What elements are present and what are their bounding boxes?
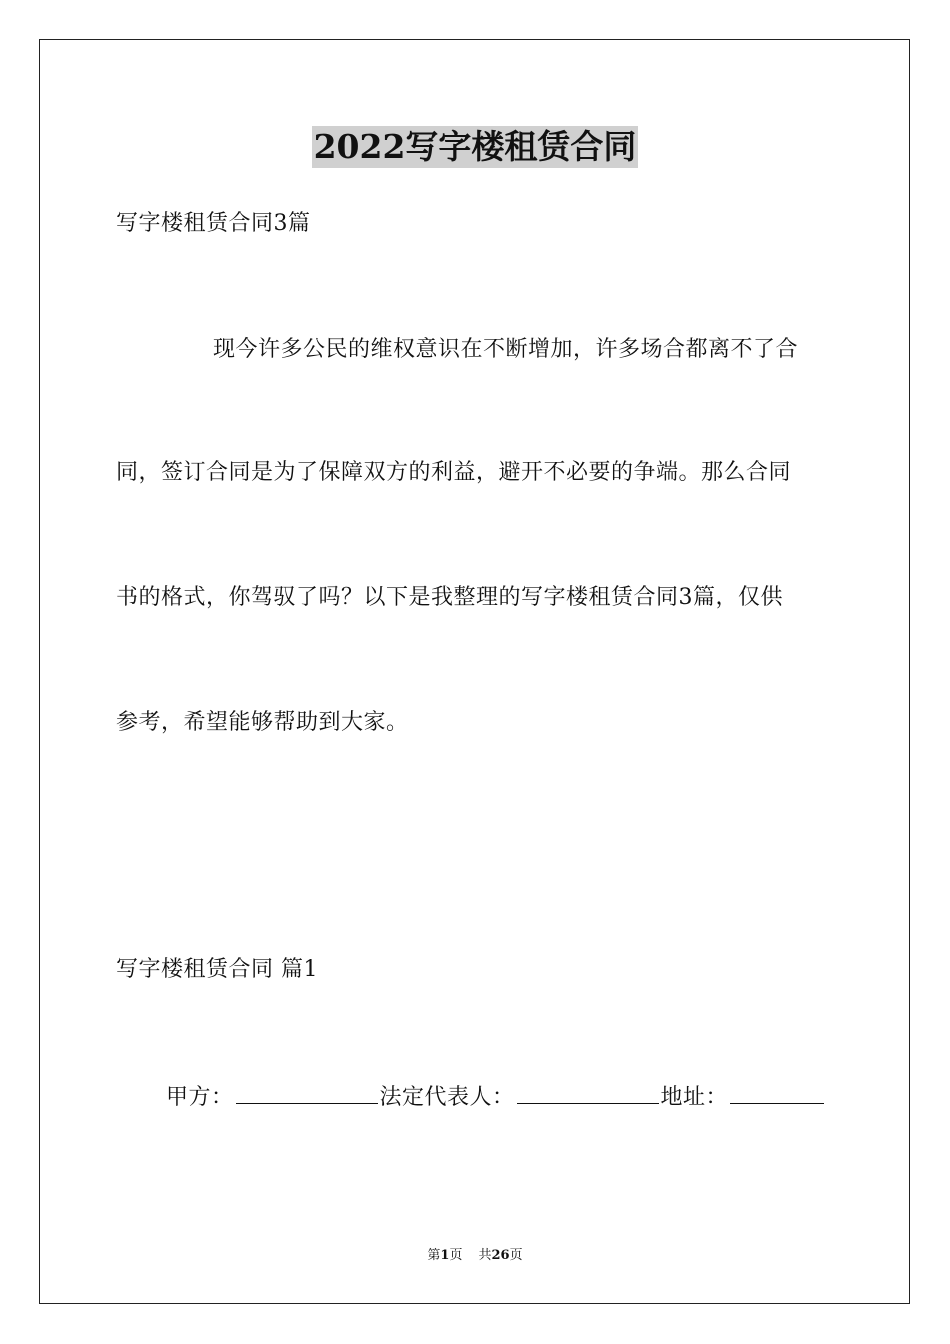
- page-footer: [0, 1247, 950, 1265]
- footer-page-current: 1: [440, 1248, 450, 1263]
- legal-rep-label: 法定代表人：: [379, 1085, 515, 1110]
- title-container: [0, 126, 950, 168]
- party-a-blank: [236, 1081, 378, 1104]
- document-title: 2022写字楼租赁合同: [313, 127, 637, 166]
- party-a-label: 甲方：: [166, 1085, 234, 1110]
- document-subtitle: 写字楼租赁合同3篇: [116, 211, 311, 236]
- intro-paragraph-line-2: 同，签订合同是为了保障双方的利益，避开不必要的争端。那么合同: [116, 460, 792, 485]
- intro-paragraph-line-4: 参考，希望能够帮助到大家。: [116, 710, 409, 735]
- intro-paragraph-line-1: 现今许多公民的维权意识在不断增加，许多场合都离不了合: [213, 337, 799, 362]
- address-blank: [730, 1081, 824, 1104]
- section-heading: 写字楼租赁合同 篇1: [116, 957, 318, 982]
- footer-page-total: 26: [491, 1248, 510, 1263]
- footer-page-prefix: 第: [427, 1248, 441, 1263]
- address-label: 地址：: [660, 1085, 729, 1110]
- footer-page-unit: 页: [449, 1248, 463, 1263]
- footer-total-prefix: 共: [478, 1248, 492, 1263]
- party-info-line: [166, 1081, 824, 1113]
- intro-paragraph-line-3: 书的格式，你驾驭了吗？以下是我整理的写字楼租赁合同3篇，仅供: [116, 585, 783, 610]
- legal-rep-blank: [517, 1081, 659, 1104]
- footer-total-unit: 页: [509, 1248, 523, 1263]
